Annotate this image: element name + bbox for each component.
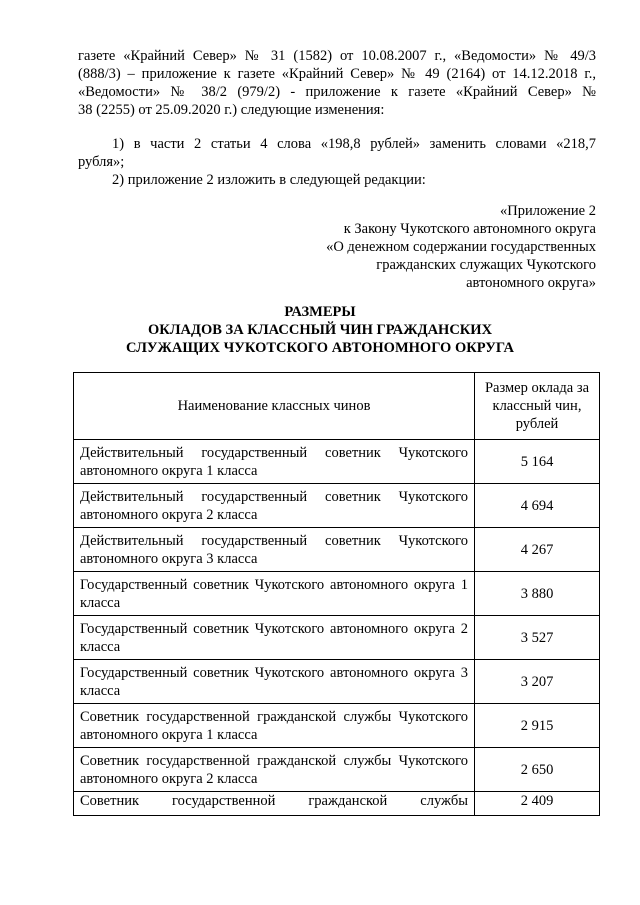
table-row [74,748,600,792]
title-line-3: СЛУЖАЩИХ ЧУКОТСКОГО АВТОНОМНОГО ОКРУГА [125,340,515,356]
item1-line-2: рубля»; [78,154,125,170]
table-header-row [74,373,600,440]
salary-cell: 3 527 [475,616,600,660]
grade-name-cell: Государственный советник Чукотского автономного округа 1 класса [74,572,475,616]
table-row [74,440,600,484]
salary-table [73,372,600,816]
salary-cell: 2 409 [475,792,600,816]
intro-paragraph [78,47,596,119]
appendix-line-1: «Приложение 2 [500,203,596,219]
amendment-item-2 [112,171,596,189]
appendix-line-3: «О денежном содержании государственных [326,239,596,255]
intro-line-1: газете «Крайний Север» № 31 (1582) от 10.08.2007 г., «Ведомости» № 49/3 [78,48,596,64]
salary-cell: 2 650 [475,748,600,792]
grade-name-cell: Государственный советник Чукотского автономного округа 3 класса [74,660,475,704]
salary-cell: 4 267 [475,528,600,572]
table-row [74,792,600,816]
grade-name-cell: Действительный государственный советник Чукотского автономного округа 2 класса [74,484,475,528]
table-row [74,616,600,660]
appendix-line-2: к Закону Чукотского автономного округа [343,221,596,237]
table-row [74,660,600,704]
item2-text: 2) приложение 2 изложить в следующей редакции: [112,172,426,188]
table-row [74,528,600,572]
salary-cell: 4 694 [475,484,600,528]
table-row [74,484,600,528]
table-row [74,572,600,616]
grade-name-cell: Советник государственной гражданской службы Чукотского автономного округа 2 класса [74,748,475,792]
grade-name-cell: Государственный советник Чукотского автономного округа 2 класса [74,616,475,660]
title-line-2: ОКЛАДОВ ЗА КЛАССНЫЙ ЧИН ГРАЖДАНСКИХ [147,322,493,338]
salary-cell: 2 915 [475,704,600,748]
item1-line-1: 1) в части 2 статьи 4 слова «198,8 рублей» заменить словами «218,7 [112,136,596,152]
intro-line-2: (888/3) – приложение к газете «Крайний Север» № 49 (2164) от 14.12.2018 г., [78,66,596,82]
document-title [0,303,640,357]
appendix-line-5: автономного округа» [466,275,596,291]
grade-name-cell: Советник государственной гражданской службы Чукотского автономного округа 1 класса [74,704,475,748]
amendment-item-1 [78,135,596,171]
appendix-line-4: гражданских служащих Чукотского [376,257,596,273]
header-grade-name: Наименование классных чинов [74,373,475,440]
header-salary: Размер оклада за классный чин, рублей [475,373,600,440]
appendix-header [276,202,596,292]
grade-name-cell: Советник государственной гражданской службы [74,792,475,816]
salary-cell: 3 207 [475,660,600,704]
grade-name-cell: Действительный государственный советник Чукотского автономного округа 3 класса [74,528,475,572]
intro-line-4: 38 (2255) от 25.09.2020 г.) следующие изменения: [78,102,385,118]
title-line-1: РАЗМЕРЫ [284,304,356,320]
table-row [74,704,600,748]
salary-cell: 3 880 [475,572,600,616]
grade-name-cell: Действительный государственный советник Чукотского автономного округа 1 класса [74,440,475,484]
intro-line-3: «Ведомости» № 38/2 (979/2) - приложение к газете «Крайний Север» № [78,84,596,100]
salary-cell: 5 164 [475,440,600,484]
